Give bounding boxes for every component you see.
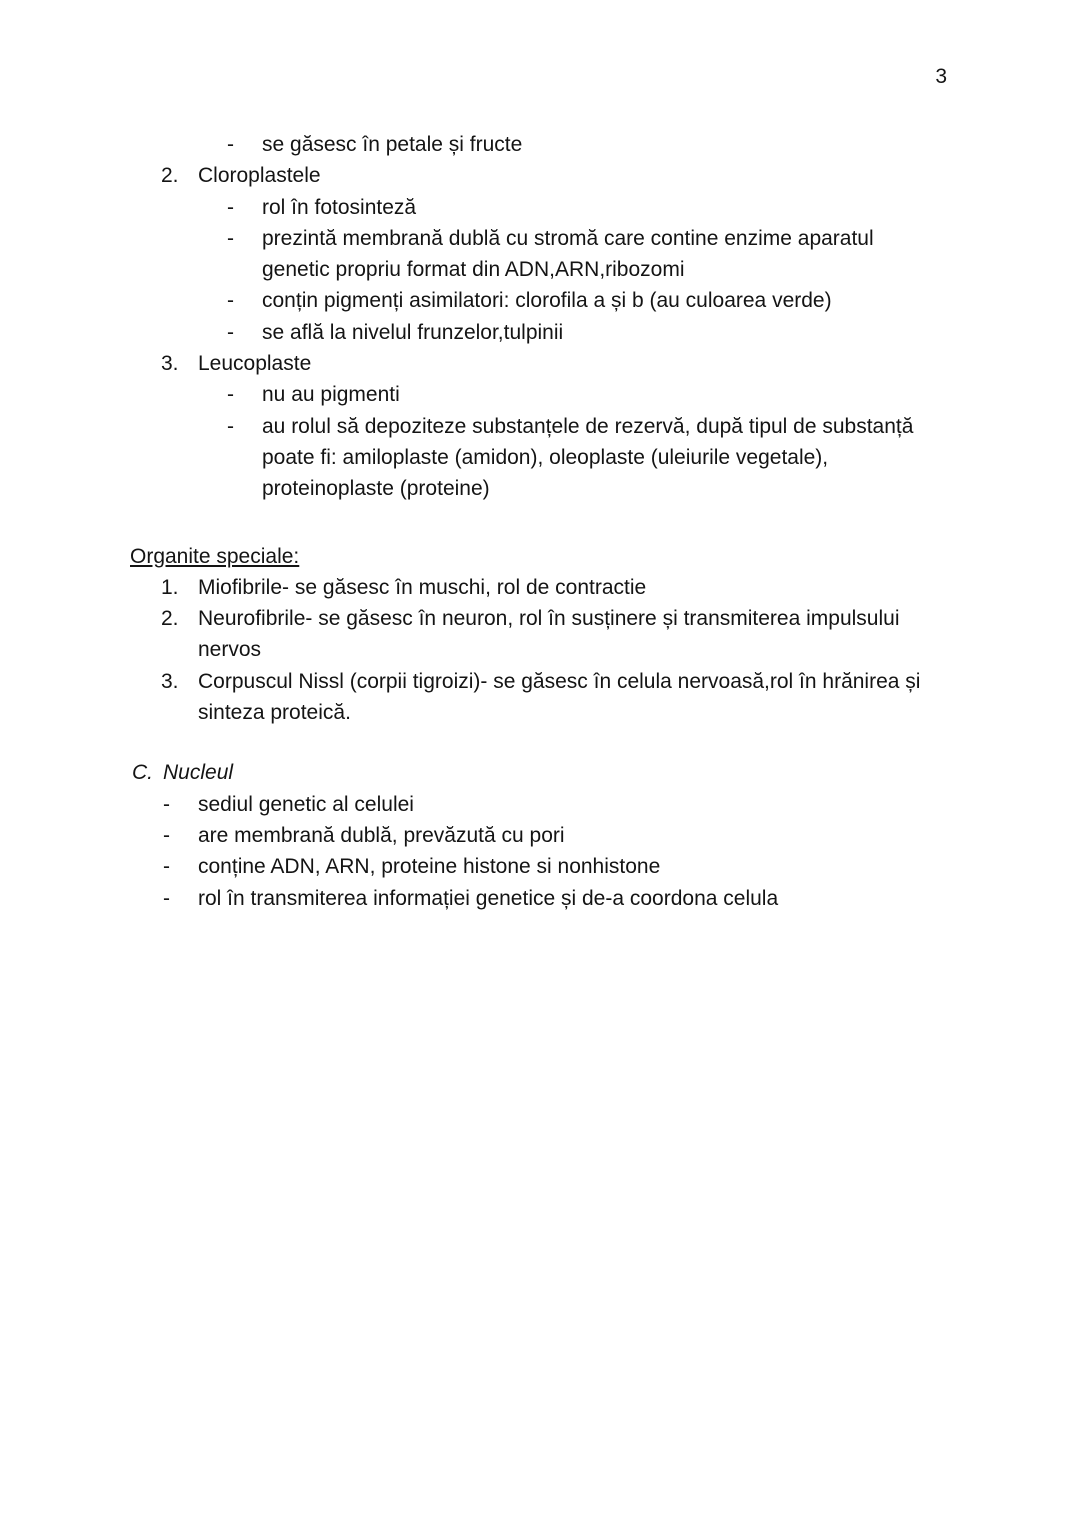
list-item — [130, 379, 947, 410]
bullet-text: rol în transmiterea informației genetice și de-a coordona celula — [198, 886, 779, 910]
bullet-text: prezintă membrană dublă cu stromă care contine enzime aparatul genetic propriu format din ADN,ARN,ribozomi — [262, 226, 874, 282]
bullet-text: conțin pigmenți asimilatori: clorofila a și b (au culoarea verde) — [262, 289, 832, 313]
list-letter: C. — [132, 761, 153, 785]
dash-bullet: - — [227, 320, 234, 344]
list-item — [130, 223, 947, 286]
section-heading-special-organelles: Organite speciale: — [130, 544, 300, 568]
item-text: Neurofibrile- se găsesc în neuron, rol în susținere și transmiterea impulsului nervos — [198, 607, 900, 662]
item-title: Cloroplastele — [198, 164, 321, 188]
section-heading-nucleus — [130, 757, 947, 788]
bullet-text: sediul genetic al celulei — [198, 792, 414, 816]
bullet-text: au rolul să depoziteze substanțele de rezervă, după tipul de substanță poate fi: amiloplaste (amidon), oleoplaste (uleiurile vegetale), proteinoplaste (proteine) — [262, 414, 914, 501]
list-number: 2. — [161, 607, 179, 631]
list-number: 1. — [161, 575, 179, 599]
dash-bullet: - — [227, 289, 234, 313]
list-number: 2. — [161, 164, 179, 188]
item-text: Corpuscul Nissl (corpii tigroizi)- se găsesc în celula nervoasă,rol în hrănirea și sinteza proteică. — [198, 669, 921, 725]
bullet-text: conține ADN, ARN, proteine histone si nonhistone — [198, 855, 661, 879]
numbered-item-chloroplasts — [130, 160, 947, 191]
bullet-text: se găsesc în petale și fructe — [262, 133, 523, 156]
list-item — [130, 317, 947, 348]
dash-bullet: - — [227, 414, 234, 438]
document-content — [130, 129, 947, 914]
bullet-text: are membrană dublă, prevăzută cu pori — [198, 823, 565, 847]
dash-bullet: - — [163, 855, 170, 879]
dash-bullet: - — [163, 823, 170, 847]
item-text: Miofibrile- se găsesc în muschi, rol de contractie — [198, 575, 647, 599]
list-item — [130, 129, 947, 160]
dash-bullet: - — [163, 886, 170, 910]
bullet-text: nu au pigmenti — [262, 383, 400, 407]
list-item — [130, 789, 947, 820]
bullet-text: rol în fotosinteză — [262, 195, 417, 219]
numbered-item-leucoplasts — [130, 348, 947, 379]
dash-bullet: - — [227, 133, 234, 156]
bullet-text: se află la nivelul frunzelor,tulpinii — [262, 320, 564, 344]
item-title: Leucoplaste — [198, 352, 312, 376]
dash-bullet: - — [227, 226, 234, 250]
list-item — [130, 411, 947, 505]
numbered-item-nissl-bodies — [130, 666, 947, 729]
dash-bullet: - — [227, 383, 234, 407]
list-item — [130, 192, 947, 223]
list-item — [130, 820, 947, 851]
numbered-item-myofibrils — [130, 572, 947, 603]
section-title: Nucleul — [163, 761, 234, 785]
list-number: 3. — [161, 669, 179, 693]
list-number: 3. — [161, 352, 179, 376]
numbered-item-neurofibrils — [130, 603, 947, 666]
page-number: 3 — [935, 65, 947, 88]
dash-bullet: - — [227, 195, 234, 219]
list-item — [130, 285, 947, 316]
list-item — [130, 851, 947, 882]
list-item — [130, 883, 947, 914]
dash-bullet: - — [163, 792, 170, 816]
